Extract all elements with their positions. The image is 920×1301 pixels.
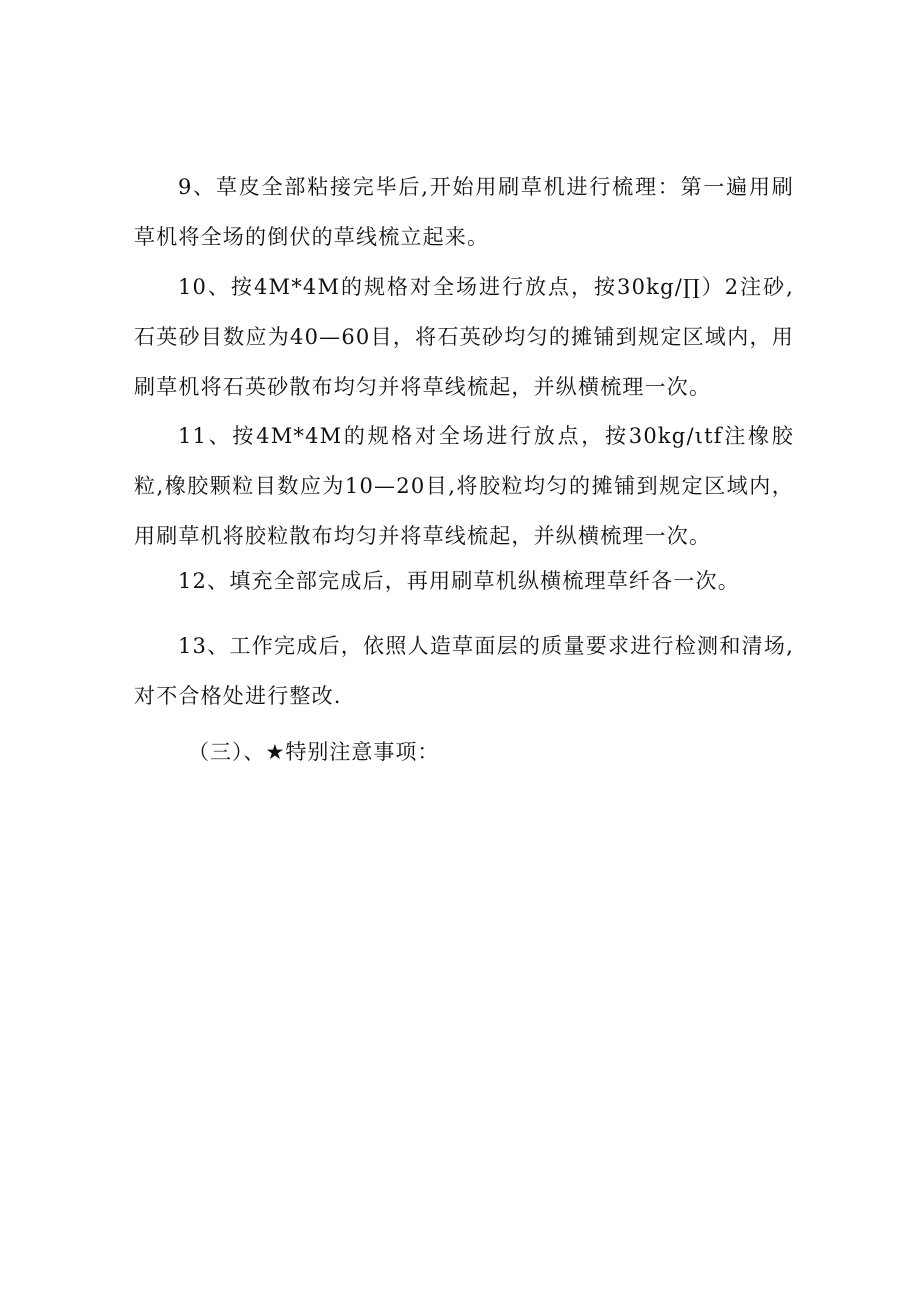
paragraph-step-11: 11、按4M*4M的规格对全场进行放点，按30kg/ιtf注橡胶粒,橡胶颗粒目数应为10—20目,将胶粒均匀的摊铺到规定区域内，用刷草机将胶粒散布均匀并将草线梳起，并纵横梳理一次。 [134,424,794,548]
paragraph-step-13: 13、工作完成后，依照人造草面层的质量要求进行检测和清场,对不合格处进行整改. [134,634,794,708]
section-heading-special-notes: （三）、★特别注意事项： [188,740,440,764]
paragraph-step-12: 12、填充全部完成后，再用刷草机纵横梳理草纤各一次。 [178,569,740,593]
paragraph-step-10: 10、按4M*4M的规格对全场进行放点，按30kg/∏）2注砂,石英砂目数应为40—60目，将石英砂均匀的摊铺到规定区域内，用刷草机将石英砂散布均匀并将草线梳起，并纵横梳理一次。 [134,275,794,399]
paragraph-step-9: 9、草皮全部粘接完毕后,开始用刷草机进行梳理：第一遍用刷草机将全场的倒伏的草线梳立起来。 [134,175,794,249]
